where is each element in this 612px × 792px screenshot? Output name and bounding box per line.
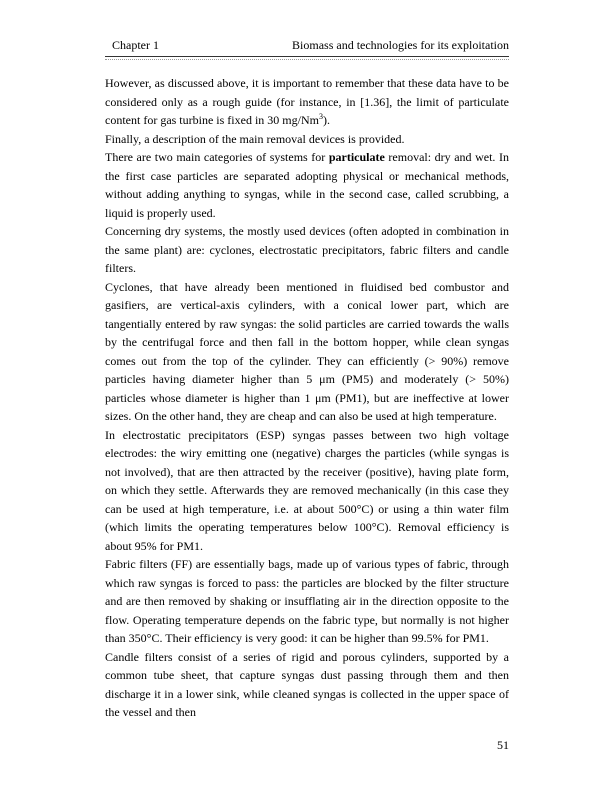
superscript-text: 3 — [318, 112, 323, 121]
paragraph — [105, 278, 509, 426]
text-segment: Finally, a description of the main removal devices is provided. — [105, 131, 405, 146]
text-segment: Fabric filters (FF) are essentially bags, made up of various types of fabric, through which raw syngas is forced to pass: the particles are blocked by the filter structure and are then removed by shaking or insufflating air in the direction opposite to the flow. Operating temperature depends on the fabric type, but normally is not higher than 350°C. Their efficiency is very good: it can be higher than 99.5% for PM1. — [105, 557, 509, 645]
text-segment: In electrostatic precipitators (ESP) syngas passes between two high voltage electrodes: the wiry emitting one (negative) charges the particles (while syngas is not involved), that are then attracted by the receiver (positive), having plate form, on which they settle. Afterwards they are removed mechanically (in this case they can be used at high temperature, i.e. at about 500°C) or using a thin water film (which limits the operating temperatures below 100°C). Removal efficiency is about 95% for PM1. — [105, 427, 509, 553]
paragraph — [105, 555, 509, 648]
header-rule — [105, 56, 509, 57]
paragraph — [105, 648, 509, 722]
paragraph — [105, 148, 509, 222]
header-book-title: Biomass and technologies for its exploitation — [292, 38, 509, 52]
text-segment: ). — [322, 113, 330, 127]
page-footer — [105, 738, 509, 753]
paragraph — [105, 74, 509, 130]
text-segment: Concerning dry systems, the mostly used devices (often adopted in combination in the same plant) are: cyclones, electrostatic precipitators, fabric filters and candle filters. — [105, 224, 509, 275]
text-segment: removal: dry and wet. In the first case particles are separated adopting physical or mechanical methods, without adding anything to syngas, while in the second case, called scrubbing, a liquid is properly used. — [105, 150, 509, 220]
page-number: 51 — [497, 738, 509, 752]
header-rule-secondary — [105, 59, 509, 60]
header-chapter-label: Chapter 1 — [112, 38, 159, 52]
paragraph — [105, 130, 509, 149]
page-header — [105, 38, 509, 53]
text-segment: However, as discussed above, it is important to remember that these data have to be considered only as a rough guide (for instance, in [1.36], the limit of particulate content for gas turbine is fixed in 30 mg/Nm — [105, 76, 509, 127]
text-segment: There are two main categories of systems for — [105, 150, 329, 164]
text-segment: Cyclones, that have already been mentioned in fluidised bed combustor and gasifiers, are vertical-axis cylinders, with a conical lower part, which are tangentially entered by raw syngas: the solid particles are carried towards the walls by the centrifugal force and then fall in the bottom hopper, while clean syngas comes out from the top of the cylinder. They can efficiently (> 90%) remove particles having diameter higher than 5 μm (PM5) and moderately (> 50%) particles whose diameter is higher than 1 μm (PM1), but are ineffective at lower sizes. On the other hand, they are cheap and can also be used at high temperature. — [105, 279, 509, 423]
paragraph — [105, 222, 509, 278]
text-segment: Candle filters consist of a series of rigid and porous cylinders, supported by a common tube sheet, that capture syngas dust passing through them and then discharge it in a lower sink, while cleaned syngas is collected in the upper space of the vessel and then — [105, 649, 509, 719]
paragraph — [105, 426, 509, 556]
bold-text: particulate — [328, 150, 385, 164]
body-text — [105, 74, 509, 722]
